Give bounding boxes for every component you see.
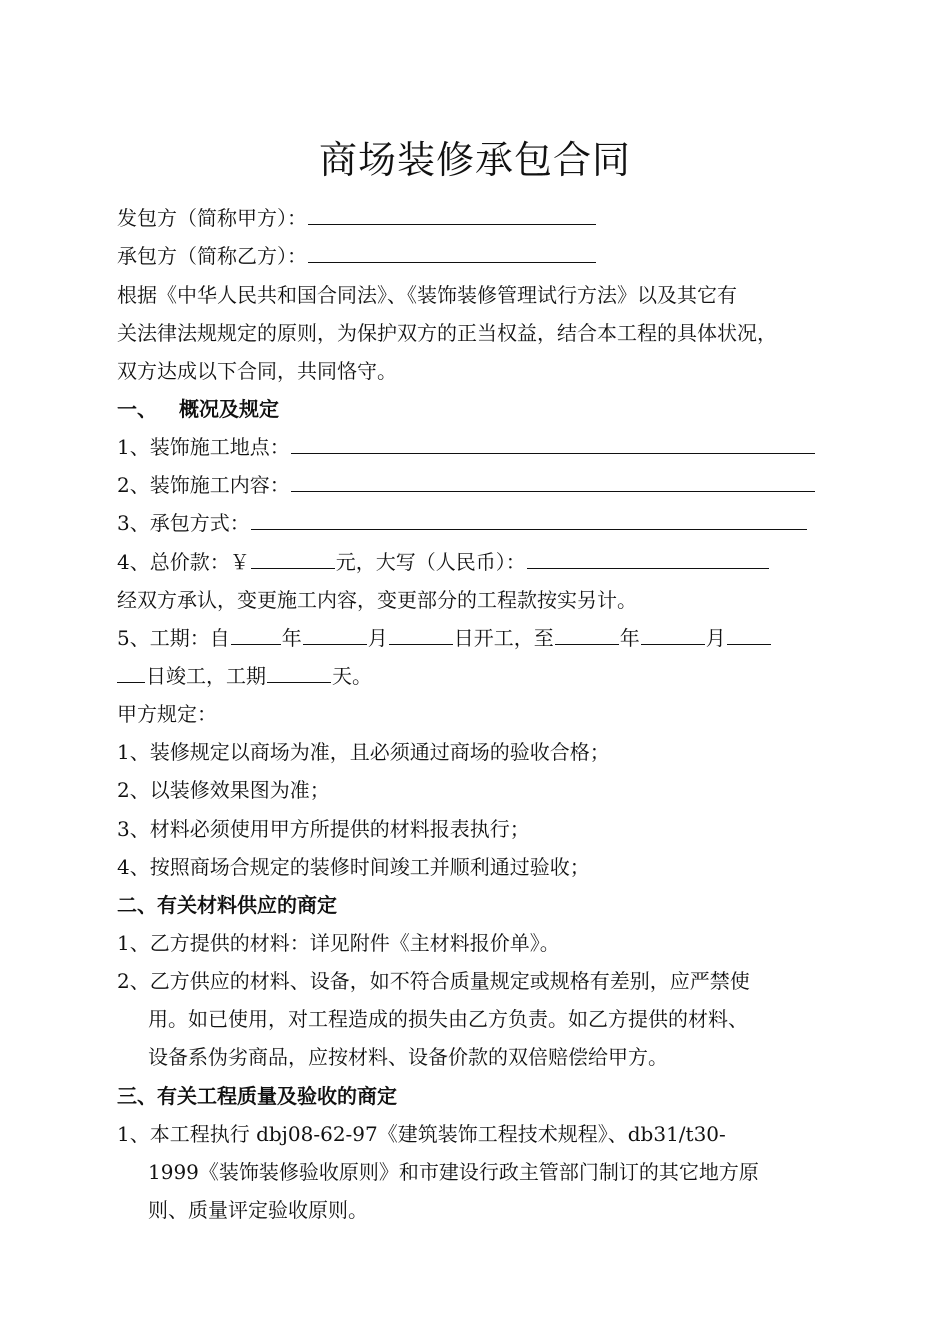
party-b-line (117, 242, 597, 270)
start-day-blank[interactable] (389, 624, 453, 645)
party-b-label: 承包方（简称乙方）： (117, 244, 307, 268)
party-a-requirements-label: 甲方规定： (117, 702, 217, 726)
item-4-label: 4、总价款：￥ (117, 550, 250, 574)
item-5-start-label: 日开工，至 (453, 626, 554, 650)
requirement-2: 2、以装修效果图为准； (117, 778, 330, 802)
section-1-title: 概况及规定 (179, 397, 279, 421)
item-4-yuan-label: 元，大写（人民币）： (335, 550, 526, 574)
requirement-1: 1、装修规定以商场为准，且必须通过商场的验收合格； (117, 740, 610, 764)
start-month-label: 月 (367, 626, 388, 650)
preamble-line-1: 根据《中华人民共和国合同法》、《装饰装修管理试行方法》以及其它有 (117, 283, 737, 307)
end-year-label: 年 (619, 626, 640, 650)
item-2-label: 2、装饰施工内容： (117, 473, 290, 497)
price-words-blank[interactable] (527, 548, 769, 569)
site-blank[interactable] (291, 433, 815, 454)
document-title: 商场装修承包合同 (318, 138, 631, 182)
method-blank[interactable] (251, 509, 807, 530)
party-b-blank[interactable] (308, 242, 596, 263)
item-3-line (117, 509, 808, 537)
requirement-3: 3、材料必须使用甲方所提供的材料报表执行； (117, 817, 530, 841)
party-a-blank[interactable] (308, 204, 596, 225)
item-1-line (117, 433, 816, 461)
start-year-label: 年 (281, 626, 302, 650)
item-5-prefix: 5、工期：自 (117, 626, 230, 650)
party-a-label: 发包方（简称甲方）： (117, 206, 307, 230)
end-month-blank[interactable] (641, 624, 705, 645)
section-3-item-1-line-2: 1999《装饰装修验收原则》和市建设行政主管部门制订的其它地方原 (148, 1160, 759, 1184)
section-3-heading: 三、有关工程质量及验收的商定 (117, 1084, 397, 1108)
item-2-line (117, 471, 816, 499)
section-2-item-2-line-1: 2、乙方供应的材料、设备，如不符合质量规定或规格有差别，应严禁使 (117, 969, 750, 993)
party-a-line (117, 204, 597, 232)
end-day-blank-part-2[interactable] (117, 662, 145, 683)
preamble-line-2: 关法律法规规定的原则，为保护双方的正当权益，结合本工程的具体状况， (117, 321, 777, 345)
end-day-blank-part-1[interactable] (727, 624, 771, 645)
section-2-heading: 二、有关材料供应的商定 (117, 893, 337, 917)
section-3-item-1-line-3: 则、质量评定验收原则。 (148, 1198, 368, 1222)
requirement-4: 4、按照商场合规定的装修时间竣工并顺利通过验收； (117, 855, 590, 879)
item-4-line (117, 548, 770, 576)
item-5-line-2 (117, 662, 372, 690)
section-3-item-1-line-1: 1、本工程执行 dbj08-62-97《建筑装饰工程技术规程》、db31/t30- (117, 1122, 726, 1146)
content-blank[interactable] (291, 471, 815, 492)
item-4-note: 经双方承认，变更施工内容，变更部分的工程款按实另计。 (117, 588, 637, 612)
item-1-label: 1、装饰施工地点： (117, 435, 290, 459)
price-number-blank[interactable] (251, 548, 335, 569)
section-1-number: 一、 (117, 397, 157, 421)
duration-blank[interactable] (267, 662, 331, 683)
start-month-blank[interactable] (303, 624, 367, 645)
section-2-item-1: 1、乙方提供的材料：详见附件《主材料报价单》。 (117, 931, 560, 955)
duration-unit-label: 天。 (332, 664, 372, 688)
item-5-end-label: 日竣工，工期 (146, 664, 266, 688)
end-year-blank[interactable] (555, 624, 619, 645)
item-3-label: 3、承包方式： (117, 511, 250, 535)
start-year-blank[interactable] (231, 624, 281, 645)
section-2-item-2-line-3: 设备系伪劣商品，应按材料、设备价款的双倍赔偿给甲方。 (148, 1045, 668, 1069)
preamble-line-3: 双方达成以下合同，共同恪守。 (117, 359, 397, 383)
section-1-heading (117, 395, 279, 423)
end-month-label: 月 (705, 626, 726, 650)
item-5-line-1 (117, 624, 772, 652)
section-2-item-2-line-2: 用。如已使用，对工程造成的损失由乙方负责。如乙方提供的材料、 (148, 1007, 748, 1031)
